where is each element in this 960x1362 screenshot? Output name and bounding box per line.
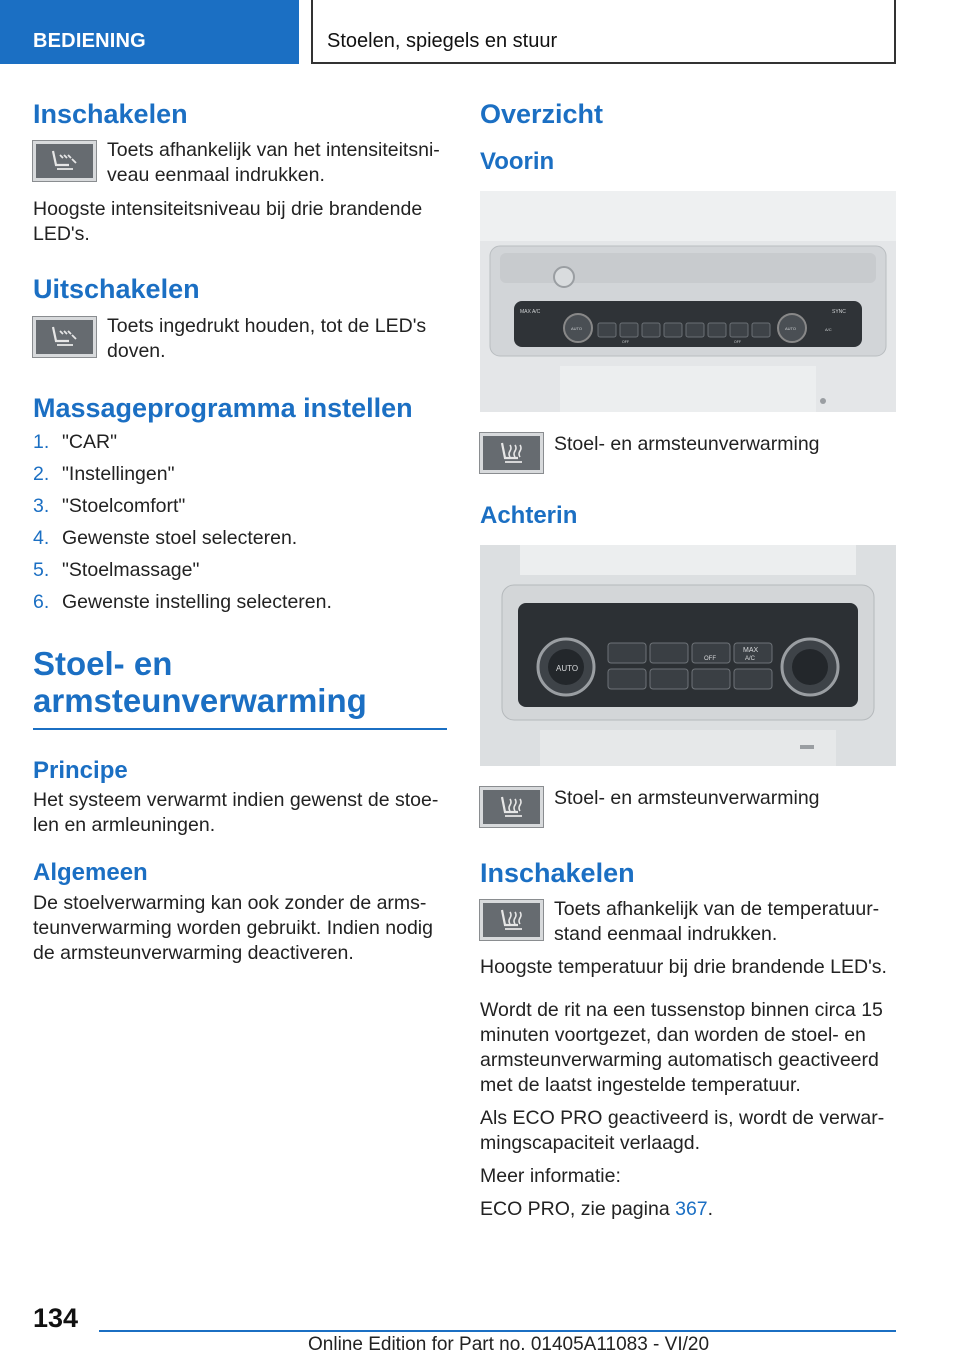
list-item: 5. "Stoelmassage" bbox=[33, 559, 200, 582]
uitschakelen-instruction: Toets ingedrukt houden, tot de LED's doven. bbox=[107, 315, 427, 363]
heading-inschakelen: Inschakelen bbox=[33, 99, 188, 129]
photo-label: OFF bbox=[704, 656, 716, 663]
icon-row-voorin bbox=[480, 430, 896, 473]
heading-algemeen: Algemeen bbox=[33, 859, 148, 887]
principe-body: Het systeem verwarmt indien gewenst de stoe-len en armleuningen. bbox=[33, 789, 439, 837]
eco-pro-reference: ECO PRO, zie pagina 367. bbox=[480, 1198, 714, 1221]
seat-heating-icon bbox=[480, 900, 543, 940]
photo-label: A/C bbox=[825, 327, 832, 333]
photo-label: AUTO bbox=[556, 664, 579, 674]
seat-ventilation-icon bbox=[33, 317, 96, 357]
heading-inschakelen-verwarming: Inschakelen bbox=[480, 858, 635, 889]
photo-label: AUTO bbox=[785, 326, 797, 332]
section-title: Stoelen, spiegels en stuur bbox=[327, 30, 558, 52]
voorin-caption: Stoel- en armsteunverwarming bbox=[554, 433, 820, 456]
heading-principe: Principe bbox=[33, 756, 128, 784]
heading-voorin: Voorin bbox=[480, 147, 555, 175]
icon-row-inschakelen-verwarming bbox=[480, 897, 896, 947]
list-item: 1. "CAR" bbox=[33, 431, 118, 454]
photo-label: SYNC bbox=[832, 309, 846, 316]
verwarming-body-2: Wordt de rit na een tussenstop binnen circa 15 minuten voortgezet, dan worden de stoel- en armsteunverwarming automatisch geactiveerd met de laatst ingestelde temperatuur. bbox=[480, 999, 883, 1097]
rear-climate-panel-image bbox=[480, 545, 896, 766]
chapter-tab-label: BEDIENING bbox=[33, 30, 146, 52]
verwarming-body-3: Als ECO PRO geactiveerd is, wordt de verwar-mingscapaciteit verlaagd. bbox=[480, 1107, 885, 1155]
inschakelen-body: Hoogste intensiteitsniveau bij drie brandende LED's. bbox=[33, 197, 423, 245]
icon-row-uitschakelen bbox=[33, 314, 447, 364]
right-column bbox=[480, 100, 896, 1222]
seat-heating-icon bbox=[480, 787, 543, 827]
heading-overzicht: Overzicht bbox=[480, 99, 604, 129]
section-header bbox=[311, 0, 896, 64]
photo-label: OFF bbox=[734, 340, 741, 345]
list-item: 2. "Instellingen" bbox=[33, 463, 175, 486]
algemeen-body: De stoelverwarming kan ook zonder de arms-teunverwarming worden gebruikt. Indien nodig de armsteunverwarming deactiveren. bbox=[33, 891, 433, 964]
inschakelen-instruction: Toets afhankelijk van het intensiteitsni-veau eenmaal indrukken. bbox=[107, 138, 440, 186]
photo-label: OFF bbox=[622, 340, 629, 345]
heading-massage: Massageprogramma instellen bbox=[33, 393, 413, 424]
page-link[interactable]: 367 bbox=[675, 1198, 708, 1221]
list-item: 3. "Stoelcomfort" bbox=[33, 495, 186, 518]
list-item: 6. Gewenste instelling selecteren. bbox=[33, 591, 332, 614]
seat-ventilation-icon bbox=[33, 141, 96, 181]
icon-row-inschakelen bbox=[33, 138, 447, 188]
chapter-tab bbox=[0, 0, 299, 64]
icon-row-achterin bbox=[480, 784, 896, 827]
chapter-title: Stoel- en armsteunverwarming bbox=[33, 645, 367, 720]
left-column bbox=[33, 100, 447, 966]
verwarming-body-1: Hoogste temperatuur bij drie brandende LED's. bbox=[480, 956, 887, 979]
list-item: 4. Gewenste stoel selecteren. bbox=[33, 527, 298, 550]
photo-label: MAX bbox=[743, 647, 759, 655]
verwarming-body-4: Meer informatie: bbox=[480, 1165, 621, 1188]
photo-label: AUTO bbox=[571, 326, 583, 332]
page-number: 134 bbox=[33, 1303, 79, 1333]
photo-label: MAX A/C bbox=[520, 309, 541, 316]
achterin-caption: Stoel- en armsteunverwarming bbox=[554, 787, 820, 810]
seat-heating-icon bbox=[480, 433, 543, 473]
edition-note: Online Edition for Part no. 01405A11083 - VI/20 bbox=[308, 1334, 710, 1355]
massage-steps bbox=[33, 426, 447, 618]
inschakelen-verwarming-instruction: Toets afhankelijk van de temperatuur-stand eenmaal indrukken. bbox=[554, 898, 880, 946]
heading-achterin: Achterin bbox=[480, 502, 578, 530]
photo-label: A/C bbox=[745, 656, 756, 663]
heading-uitschakelen: Uitschakelen bbox=[33, 273, 200, 304]
footer-rule bbox=[99, 1330, 896, 1332]
front-climate-panel-image bbox=[480, 191, 896, 412]
chapter-rule bbox=[33, 728, 447, 730]
